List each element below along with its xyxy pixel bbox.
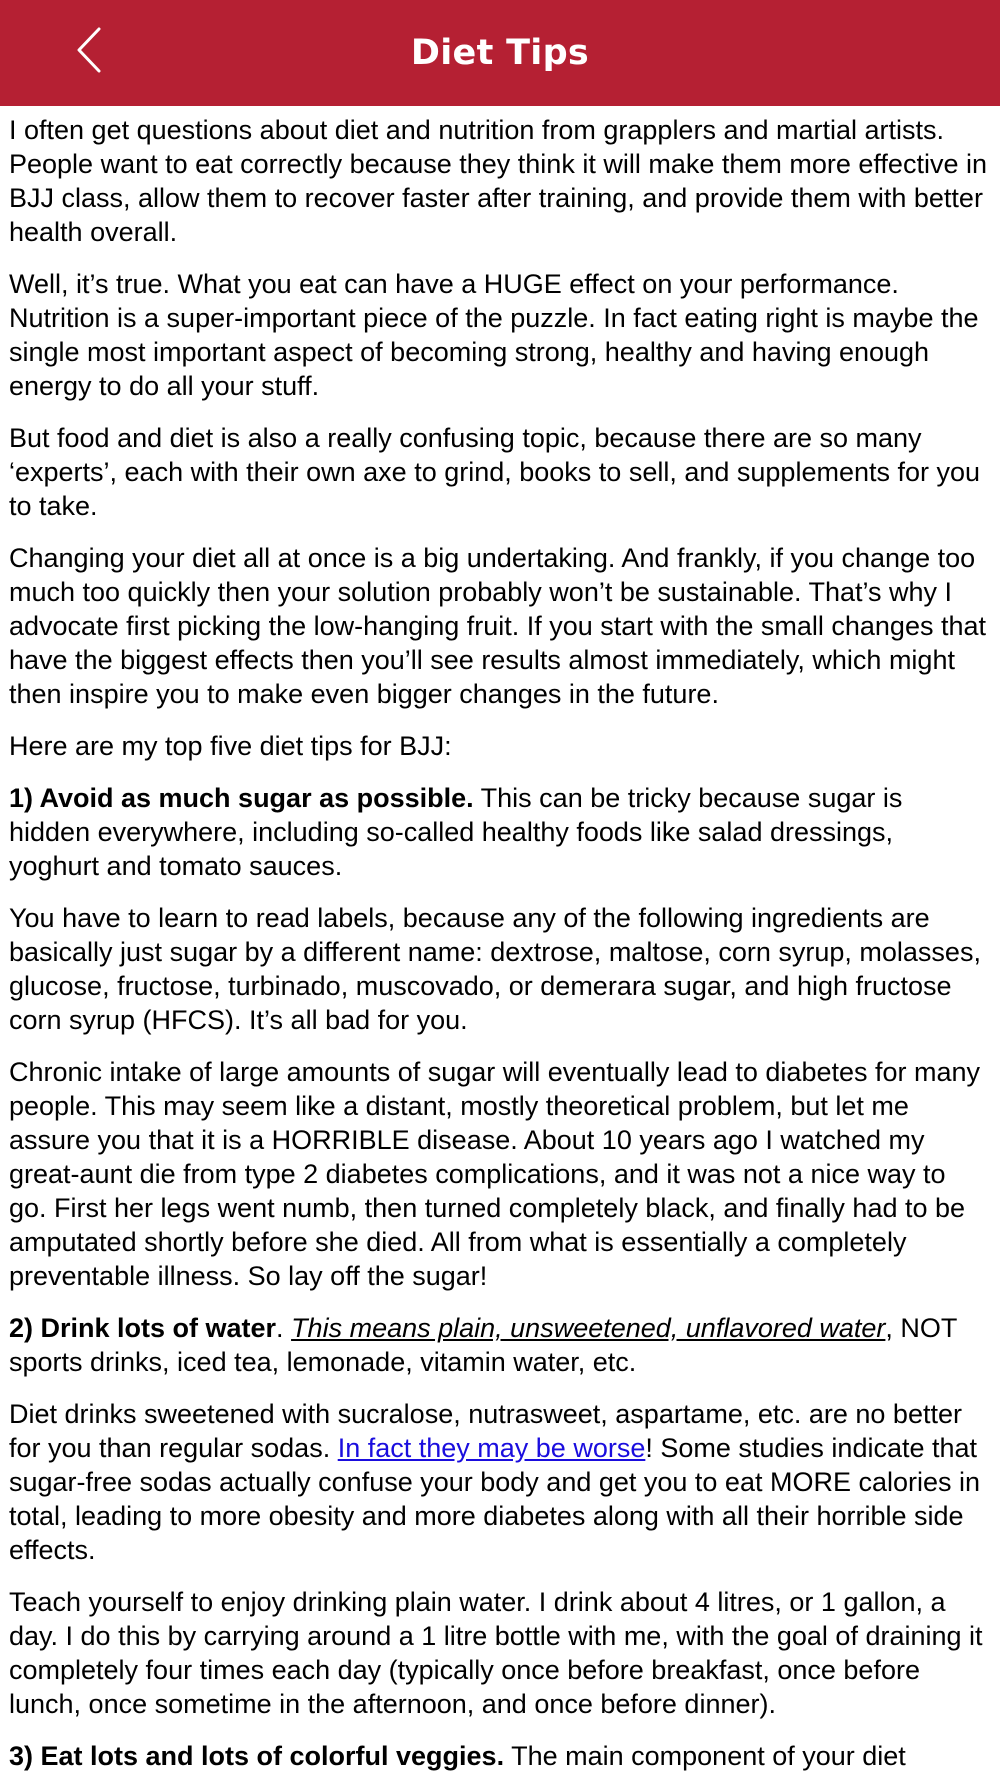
page-title: Diet Tips: [410, 33, 590, 73]
paragraph-labels: You have to learn to read labels, because any of the following ingredients are basically just sugar by a different name: dextrose, maltose, corn syrup, molasses, glucose, fructose, turbinado, muscovado, or demerara sugar, and high fructose corn syrup (HFCS). It’s all bad for you.: [9, 903, 981, 1035]
tip-3: [9, 1739, 990, 1773]
app-header: [0, 0, 1000, 106]
tip-1: [9, 781, 990, 883]
paragraph-confusing-topic: But food and diet is also a really confusing topic, because there are so many ‘experts’, each with their own axe to grind, books to sell, and supplements for you to take.: [9, 423, 981, 521]
article-body: [0, 106, 1000, 1773]
back-button[interactable]: [60, 22, 120, 82]
paragraph-nutrition-importance: Well, it’s true. What you eat can have a HUGE effect on your performance. Nutrition is a super-important piece of the puzzle. In fact eating right is maybe the single most important aspect of becoming strong, healthy and having enough energy to do all your stuff.: [9, 269, 979, 401]
tip-2-separator: .: [276, 1313, 292, 1343]
paragraph-top-five: Here are my top five diet tips for BJJ:: [9, 731, 452, 761]
chevron-left-icon: [75, 25, 105, 80]
paragraph-diet-drinks: [9, 1397, 990, 1567]
tip-2-emphasis: This means plain, unsweetened, unflavored water: [291, 1313, 886, 1343]
tip-2-text: , NOT sports drinks, iced tea, lemonade, vitamin water, etc.: [9, 1313, 957, 1377]
worse-link[interactable]: In fact they may be worse: [337, 1433, 646, 1463]
tip-2: [9, 1311, 990, 1379]
tip-2-heading: 2) Drink lots of water: [9, 1313, 277, 1343]
paragraph-diabetes: Chronic intake of large amounts of sugar will eventually lead to diabetes for many people. This may seem like a distant, mostly theoretical problem, but let me assure you that it is a HORRIBLE disease. About 10 years ago I watched my great-aunt die from type 2 diabetes complications, and it was not a nice way to go. First her legs went numb, then turned completely black, and finally had to be amputated shortly before she died. All from what is essentially a completely preventable illness. So lay off the sugar!: [9, 1057, 981, 1291]
diet-drinks-text-after: ! Some studies indicate that sugar-free sodas actually confuse your body and get you to eat MORE calories in total, leading to more obesity and more diabetes along with all their horrible side effects.: [9, 1433, 981, 1565]
paragraph-plain-water: Teach yourself to enjoy drinking plain water. I drink about 4 litres, or 1 gallon, a day. I do this by carrying around a 1 litre bottle with me, with the goal of draining it completely four times each day (typically once before breakfast, once before lunch, once sometime in the afternoon, and once before dinner).: [9, 1587, 983, 1719]
paragraph-changing-diet: Changing your diet all at once is a big undertaking. And frankly, if you change too much too quickly then your solution probably won’t be sustainable. That’s why I advocate first picking the low-hanging fruit. If you start with the small changes that have the biggest effects then you’ll see results almost immediately, which might then inspire you to make even bigger changes in the future.: [9, 543, 986, 709]
tip-3-text: The main component of your diet: [504, 1741, 906, 1771]
tip-3-heading: 3) Eat lots and lots of colorful veggies.: [9, 1741, 505, 1771]
tip-1-heading: 1) Avoid as much sugar as possible.: [9, 783, 474, 813]
article-scroll-area[interactable]: [0, 106, 1000, 1778]
paragraph-intro: I often get questions about diet and nutrition from grapplers and martial artists. People want to eat correctly because they think it will make them more effective in BJJ class, allow them to recover faster after training, and provide them with better health overall.: [9, 115, 987, 247]
diet-drinks-text-before: Diet drinks sweetened with sucralose, nutrasweet, aspartame, etc. are no better for you than regular sodas.: [9, 1399, 962, 1463]
tip-1-text: This can be tricky because sugar is hidden everywhere, including so-called healthy foods like salad dressings, yoghurt and tomato sauces.: [9, 783, 903, 881]
